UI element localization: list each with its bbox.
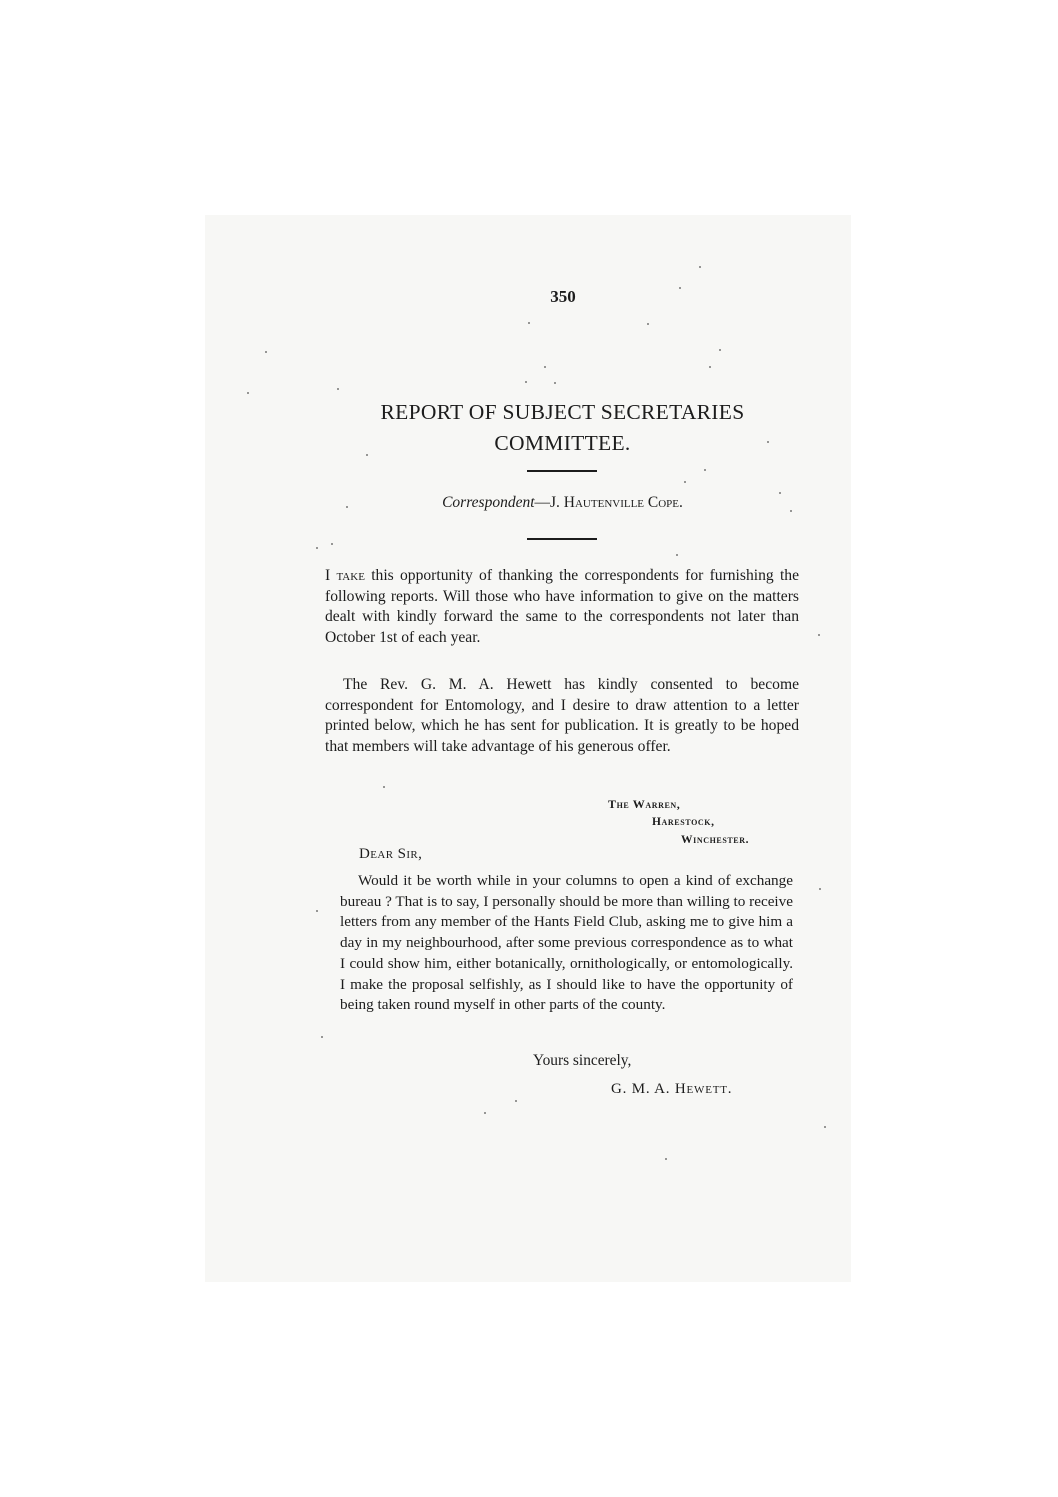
correspondent-role: Correspondent	[442, 494, 535, 511]
report-title-line-1: REPORT OF SUBJECT SECRETARIES	[380, 400, 745, 424]
hewett-paragraph	[325, 675, 799, 757]
scan-speck	[247, 392, 249, 394]
letter-address-line-2: Harestock,	[652, 816, 715, 828]
correspondent-name: J. Hautenville Cope.	[550, 494, 683, 511]
intro-paragraph-lead: I take	[325, 567, 365, 584]
scan-speck	[719, 349, 721, 351]
scan-speck	[824, 1126, 826, 1128]
scan-speck	[676, 554, 678, 556]
letter-address-line-1: The Warren,	[608, 797, 681, 811]
scan-speck	[331, 543, 333, 545]
letter-closing: Yours sincerely,	[533, 1052, 632, 1069]
letter-signature: G. M. A. Hewett.	[611, 1081, 733, 1097]
scan-speck	[699, 266, 701, 268]
scan-speck	[679, 287, 681, 289]
scan-speck	[528, 322, 530, 324]
scan-speck	[321, 1036, 323, 1038]
letter-body: Would it be worth while in your columns to open a kind of exchange bureau ? That is to say, I personally should be more than willing to receive letters from any member of the Hants Field Club, asking me to give him a day in my neighbourhood, after some previous correspondence as to what I could show him, either botanically, ornithologically, or entomologically. I make the proposal selfishly, as I should like to have the opportunity of being taken round myself in other parts of the county.	[340, 872, 793, 1014]
correspondent-line	[325, 494, 800, 512]
scan-speck	[337, 388, 339, 390]
letter-address-line-3: Winchester.	[681, 834, 750, 846]
scan-speck	[767, 441, 769, 443]
title-divider	[527, 470, 597, 472]
scan-speck	[383, 786, 385, 788]
scan-speck	[647, 323, 649, 325]
letter-salutation: Dear Sir,	[359, 846, 423, 862]
scan-speck	[316, 910, 318, 912]
scan-speck	[779, 492, 781, 494]
section-divider	[527, 538, 597, 540]
scan-speck	[346, 506, 348, 508]
scan-speck	[544, 366, 546, 368]
scan-speck	[704, 469, 706, 471]
scan-speck	[525, 381, 527, 383]
scan-speck	[819, 888, 821, 890]
scan-speck	[790, 510, 792, 512]
scan-speck	[709, 366, 711, 368]
page-number: 350	[550, 287, 576, 306]
correspondent-separator: —	[534, 494, 551, 511]
scan-speck	[684, 481, 686, 483]
hewett-paragraph-text: The Rev. G. M. A. Hewett has kindly consented to become correspondent for Entomology, and I desire to draw attention to a letter printed below, which he has sent for publication. It is greatly to be hoped that members will take advantage of his generous offer.	[325, 676, 799, 755]
scan-speck	[515, 1100, 517, 1102]
scan-speck	[665, 1158, 667, 1160]
scan-speck	[265, 351, 267, 353]
scan-speck	[484, 1112, 486, 1114]
intro-paragraph-text: this opportunity of thanking the correspondents for furnishing the following reports. Will those who have information to give on the matters dealt with kindly forward the same to the correspondents not later than October 1st of each year.	[325, 567, 800, 646]
scan-speck	[818, 634, 820, 636]
scan-speck	[554, 382, 556, 384]
intro-paragraph	[325, 566, 799, 648]
report-title-line-2: COMMITTEE.	[494, 431, 631, 455]
scan-speck	[316, 547, 318, 549]
scan-speck	[366, 454, 368, 456]
